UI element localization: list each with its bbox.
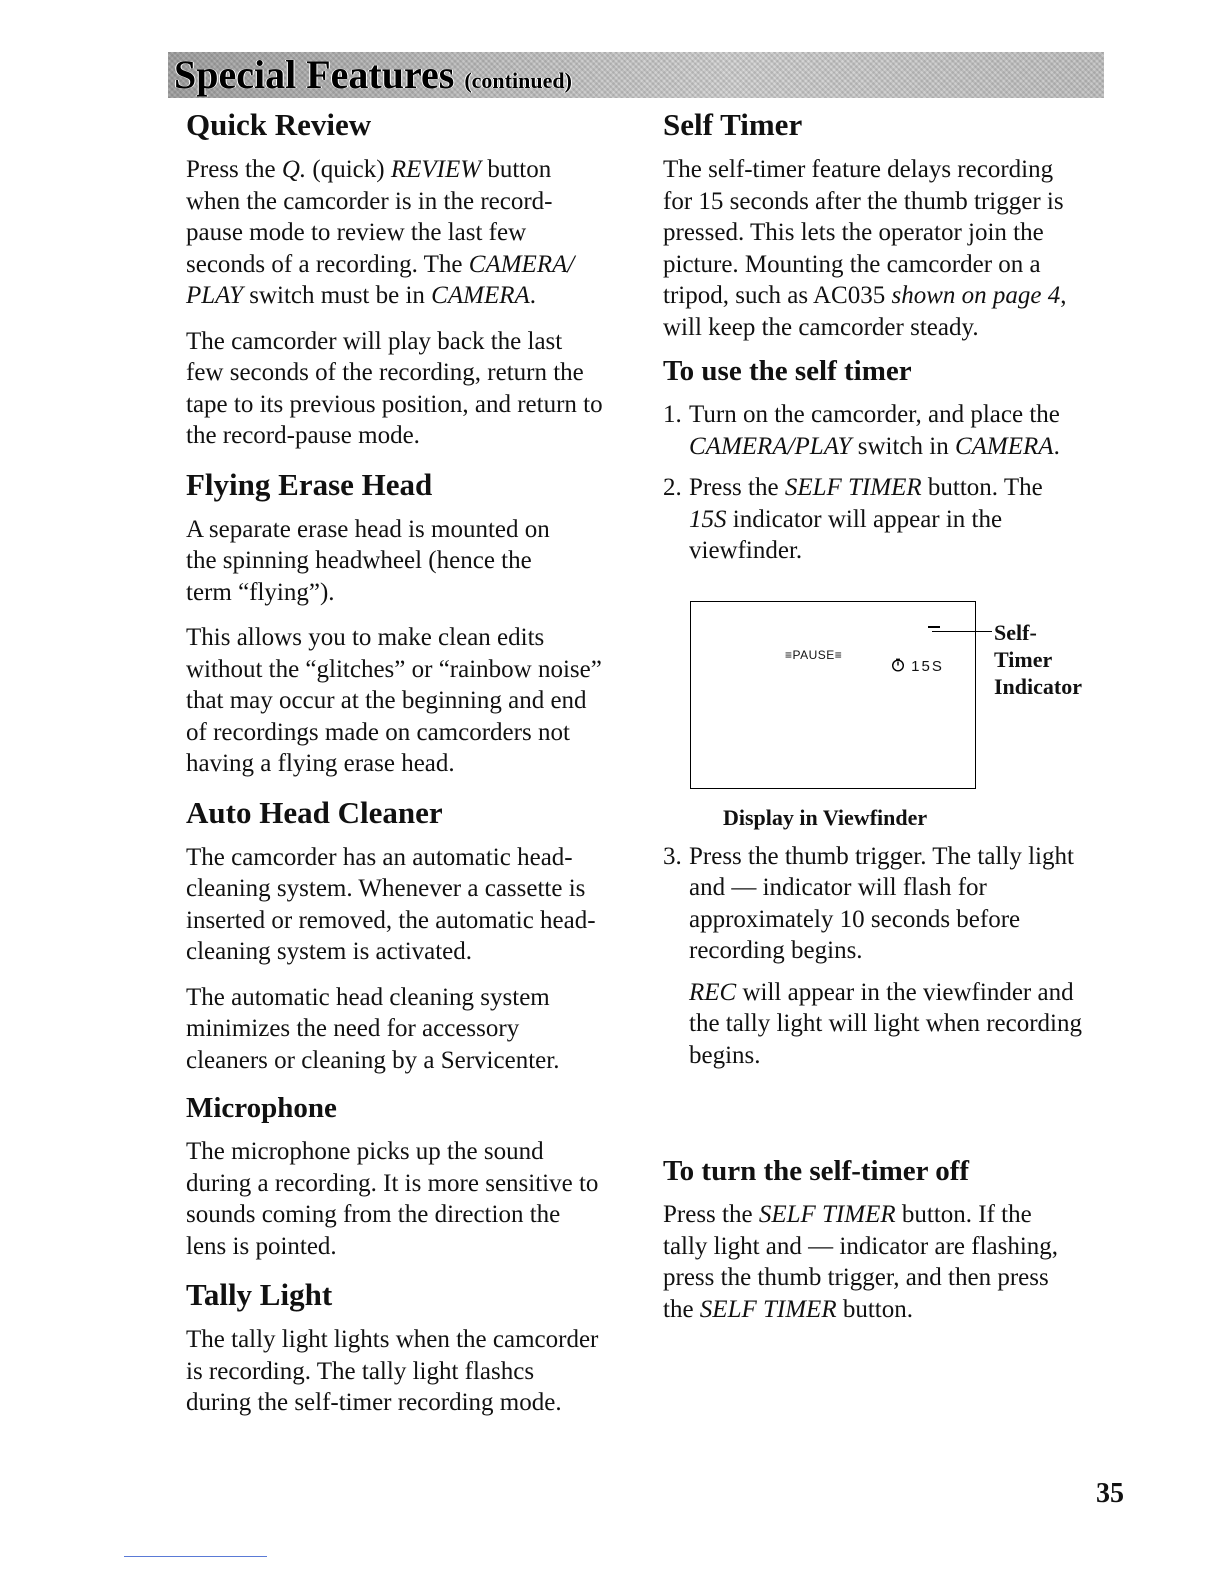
timer-icon	[891, 658, 905, 672]
banner-title-text: Special Features	[174, 52, 455, 97]
section-banner	[168, 52, 1104, 98]
quick-review-p1: Press the Q. (quick) REVIEW button when the camcorder is in the record- pause mode to review the last few seconds of a recording. The CAMERA/ PLAY switch must be in CAMERA.	[186, 156, 575, 309]
viewfinder-figure	[663, 567, 1113, 830]
microphone-p1: The microphone picks up the sound during a recording. It is more sensitive to sounds coming from the direction the lens is pointed.	[186, 1138, 599, 1260]
banner-subtitle: (continued)	[464, 68, 572, 93]
figure-caption: Display in Viewfinder	[723, 804, 928, 830]
quick-review-p2: The camcorder will play back the last few seconds of the recording, return the tape to its previous position, and return to the record-pause mode.	[186, 327, 603, 449]
callout-line	[932, 631, 992, 633]
auto-head-cleaner-p2: The automatic head cleaning system minimizes the need for accessory cleaners or cleaning by a Servicenter.	[186, 983, 560, 1074]
step-3: 3. Press the thumb trigger. The tally light and — indicator will flash for approximately 10 seconds before recording begins.	[663, 842, 1074, 964]
flying-erase-head-p1: A separate erase head is mounted on the spinning headwheel (hence the term “flying”).	[186, 515, 550, 606]
microphone-heading: Microphone	[186, 1092, 337, 1124]
tally-light-heading: Tally Light	[186, 1277, 333, 1312]
self-timer-indicator	[891, 658, 944, 675]
footer-rule	[124, 1556, 267, 1557]
rec-paragraph: REC will appear in the viewfinder and the tally light will light when recording begins.	[689, 978, 1082, 1069]
quick-review-heading: Quick Review	[186, 107, 372, 142]
auto-head-cleaner-p1: The camcorder has an automatic head- cleaning system. Whenever a cassette is inserted or removed, the automatic head- cleaning system is activated.	[186, 843, 596, 965]
right-column	[663, 106, 1113, 1325]
step-2: 2. Press the SELF TIMER button. The 15S indicator will appear in the viewfinder.	[663, 474, 1043, 564]
self-timer-p1: The self-timer feature delays recording for 15 seconds after the thumb trigger is pressed. This lets the operator join the picture. Mounting the camcorder on a tripod, such as AC035 shown on page 4, will keep the camcorder steady.	[663, 156, 1067, 341]
flying-erase-head-p2: This allows you to make clean edits without the “glitches” or “rainbow noise” that may occur at the beginning and end of recordings made on camcorders not having a flying erase head.	[186, 624, 602, 777]
tally-light-p1: The tally light lights when the camcorder is recording. The tally light flashcs during the self-timer recording mode.	[186, 1326, 599, 1416]
timer-value: 15S	[911, 657, 944, 675]
viewfinder-frame	[690, 601, 976, 789]
page-number: 35	[1096, 1478, 1124, 1509]
turn-off-heading: To turn the self-timer off	[663, 1155, 970, 1187]
left-column	[186, 106, 636, 1419]
self-timer-indicator-label: Self- Timer Indicator	[994, 619, 1082, 699]
flying-erase-head-heading: Flying Erase Head	[186, 466, 433, 502]
use-self-timer-heading: To use the self timer	[663, 355, 912, 387]
dash-indicator	[928, 626, 940, 628]
step-1: 1. Turn on the camcorder, and place the CAMERA/PLAY switch in CAMERA.	[663, 401, 1060, 460]
turn-off-p1: Press the SELF TIMER button. If the tally light and — indicator are flashing, press the thumb trigger, and then press the SELF TIMER button.	[663, 1201, 1059, 1323]
auto-head-cleaner-heading: Auto Head Cleaner	[186, 794, 443, 830]
banner-title	[174, 52, 572, 104]
pause-indicator: ≡PAUSE≡	[785, 647, 843, 662]
self-timer-heading: Self Timer	[663, 107, 803, 142]
